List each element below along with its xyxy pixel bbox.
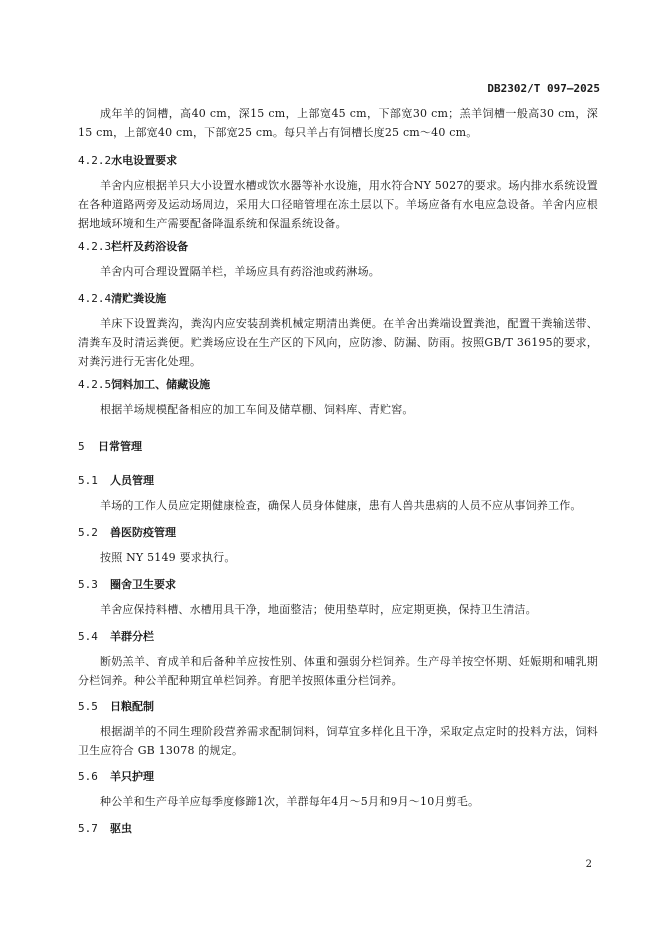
page-number: 2 [585,859,592,870]
paragraph-care: 种公羊和生产母羊应每季度修蹄1次，羊群每年4月～5月和9月～10月剪毛。 [100,795,480,808]
section-title: 人员管理 [110,474,154,487]
heading-5-3 [78,576,176,592]
section-title: 水电设置要求 [111,154,178,167]
paragraph-feed-storage: 根据羊场规模配备相应的加工车间及储草棚、饲料库、青贮窖。 [100,403,414,416]
paragraph-ration: 根据湖羊的不同生理阶段营养需求配制饲料，饲草宜多样化且干净，采取定点定时的投料方法，饲料卫生应符合 GB 13078 的规定。 [78,725,598,757]
section-title: 栏杆及药浴设备 [111,240,189,253]
section-number: 5.3 [78,578,98,591]
paragraph-trough-dimensions: 成年羊的饲槽，高40 cm，深15 cm，上部宽45 cm，下部宽30 cm；羔羊饲槽一般高30 cm，深15 cm，上部宽40 cm，下部宽25 cm。每只羊占有饲槽长度25 cm～40 cm。 [78,107,598,139]
section-title: 日常管理 [98,440,142,453]
document-code: DB2302/T 097—2025 [487,82,600,95]
paragraph-veterinary: 按照 NY 5149 要求执行。 [100,551,236,564]
heading-4-2-3 [78,238,188,254]
paragraph-manure: 羊床下设置粪沟，粪沟内应安装刮粪机械定期清出粪便。在羊舍出粪端设置粪池，配置干粪输送带、清粪车及时清运粪便。贮粪场应设在生产区的下风向，应防渗、防漏、防雨。按照GB/T 36195的要求，对粪污进行无害化处理。 [78,317,598,368]
section-number: 5.4 [78,630,98,643]
heading-5 [78,438,142,454]
section-number: 5.7 [78,822,98,835]
paragraph-personnel: 羊场的工作人员应定期健康检查，确保人员身体健康，患有人兽共患病的人员不应从事饲养工作。 [100,499,582,512]
heading-4-2-5 [78,376,210,392]
section-title: 兽医防疫管理 [110,526,176,539]
section-title: 圈舍卫生要求 [110,578,176,591]
heading-5-2 [78,524,176,540]
section-title: 日粮配制 [110,700,154,713]
section-number: 4.2.2 [78,154,112,167]
heading-5-7 [78,820,132,836]
paragraph-railings-dip: 羊舍内可合理设置隔羊栏，羊场应具有药浴池或药淋场。 [100,265,380,278]
section-number: 4.2.3 [78,240,112,253]
section-number: 5 [78,440,85,453]
paragraph-water-electric: 羊舍内应根据羊只大小设置水槽或饮水器等补水设施，用水符合NY 5027的要求。场内排水系统设置在各种道路两旁及运动场周边，采用大口径暗管埋在冻土层以下。羊场应备有水电应急设备。羊舍内应根据地域环境和生产需要配备降温系统和保温系统设备。 [78,179,598,230]
section-number: 4.2.5 [78,378,112,391]
section-title: 羊群分栏 [110,630,154,643]
heading-5-5 [78,698,154,714]
heading-5-6 [78,768,154,784]
section-number: 5.6 [78,770,98,783]
section-number: 5.2 [78,526,98,539]
section-title: 驱虫 [110,822,132,835]
heading-5-1 [78,472,154,488]
paragraph-grouping: 断奶羔羊、育成羊和后备种羊应按性别、体重和强弱分栏饲养。生产母羊按空怀期、妊娠期和哺乳期分栏饲养。种公羊配种期宜单栏饲养。育肥羊按照体重分栏饲养。 [78,655,598,687]
section-title: 饲料加工、储藏设施 [111,378,211,391]
section-number: 5.5 [78,700,98,713]
heading-5-4 [78,628,154,644]
heading-4-2-4 [78,290,166,306]
section-number: 5.1 [78,474,98,487]
section-title: 羊只护理 [110,770,154,783]
section-title: 清贮粪设施 [111,292,167,305]
paragraph-hygiene: 羊舍应保持料槽、水槽用具干净，地面整洁；使用垫草时，应定期更换，保持卫生清洁。 [100,603,537,616]
heading-4-2-2 [78,152,177,168]
section-number: 4.2.4 [78,292,112,305]
